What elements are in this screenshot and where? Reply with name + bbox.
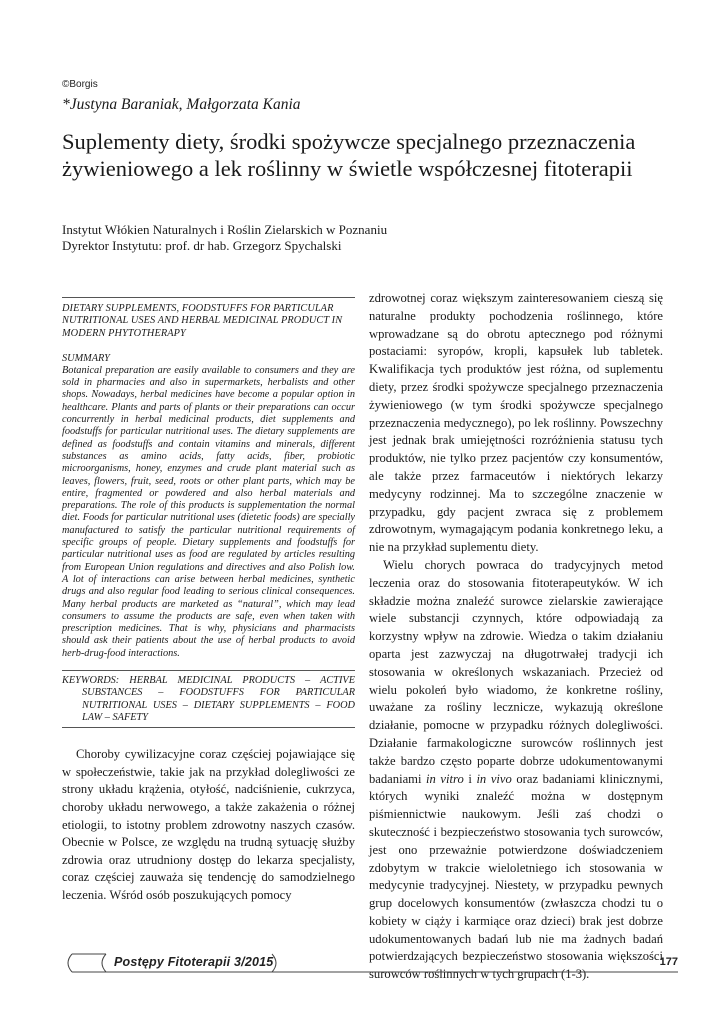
page-footer (62, 953, 682, 973)
abstract-top-rule (62, 297, 355, 298)
paragraph-part-b: oraz badaniami klinicznymi, których wyniki znaleźć można w dostępnym piśmiennictwie naukowym. Jeśli zaś chodzi o skuteczność i bezpieczeństwo stosowania tych surowców, jest ono przeważnie potwierdzone doświadczeniem zdobytym w trakcie wieloletniego ich stosowania w medycynie tradycyjnej. Niestety, w przypadku pewnych grup docelowych konsumentów (zwłaszcza chodzi tu o kobiety w ciąży i karmiące oraz dzieci) brak jest dobrze udokumentowanych badań lub nie ma żadnych badań potwierdzających bezpieczeństwo stosowania większości surowców roślinnych w tych grupach (1-3). (369, 771, 663, 982)
english-title: DIETARY SUPPLEMENTS, FOODSTUFFS FOR PARTICULAR NUTRITIONAL USES AND HERBAL MEDICINAL PRODUCT IN MODERN PHYTOTHERAPY (62, 303, 343, 339)
article-title: Suplementy diety, środki spożywcze specjalnego przeznaczenia żywieniowego a lek roślinny w świetle współczesnej fitoterapii (62, 129, 636, 181)
body-paragraph-intro: Choroby cywilizacyjne coraz częściej pojawiające się w społeczeństwie, takie jak na przykład dolegliwości ze strony układu krążenia, otyłość, nadciśnienie, cukrzyca, choroby układu nerwowego, a także zakażenia o różnej etiologii, to istotny problem zdrowotny naszych czasów. Obecnie w Polsce, ze względu na trudną sytuację służby zdrowia oraz utrudniony dostęp do lekarza specjalisty, coraz częściej zauważa się tendencję do samodzielnego leczenia. Wśród osób poszukujących pomocy (62, 747, 355, 902)
affiliation-director: Dyrektor Instytutu: prof. dr hab. Grzegorz Spychalski (62, 238, 342, 253)
body-paragraph-second (369, 557, 663, 984)
article-authors: *Justyna Baraniak, Małgorzata Kania (62, 96, 301, 113)
left-body-text (62, 746, 355, 904)
body-paragraph-continued: zdrowotnej coraz większym zainteresowaniem cieszą się naturalne produkty pochodzenia roślinnego, które wprowadzane są do obrotu aptecznego pod różnymi postaciami: syropów, kropli, kapsułek lub tabletek. Kwalifikacja tych produktów jest różna, od suplementu diety, przez środki spożywcze specjalnego przeznaczenia żywieniowego (w tym środki spożywcze specjalnego przeznaczenia medycznego), po lek roślinny. Powszechny jest jednak brak umiejętności rozróżnienia statusu tych produktów, nie tylko przez pacjentów czy konsumentów, ale także przez farmaceutów i niektórych lekarzy medycyny rodzinnej. Ma to szczególne znaczenie w przypadku, gdy pacjent zwraca się z problemem zdrowotnym, wymagającym podania konkretnego leku, a nie na przykład suplementu diety. (369, 291, 663, 555)
paragraph-part-a: Wielu chorych powraca do tradycyjnych metod leczenia oraz do stosowania fitoterapeutyków. W ich składzie można znaleźć surowce zielarskie zawierające wiele substancji czynnych, które odpowiadają za korzystny wpływ na zdrowie. Wiedza o takim działaniu oparta jest zazwyczaj na długotrwałej tradycji ich stosowania w określonych wskazaniach. Przecież od wielu pokoleń było wiadomo, że konkretne rośliny, uważane za rośliny lecznicze, wykazują określone działanie, pomocne w przypadku różnych dolegliwości. Działanie farmakologiczne surowców roślinnych jest także bardzo często poparte dobrze udokumentowanymi badaniami (369, 557, 663, 786)
summary-text: Botanical preparation are easily available to consumers and they are sold in pharmacies and also in supermarkets, herbalists and other shops. Nowadays, herbal medicines have become a popular option in healthcare. Plants and parts of plants or their preparations can occur concurrently in herbal medicinal products, diet supplements and foodstuffs for particular nutritional uses. The dietary supplements are defined as foodstuffs and contain vitamins and minerals, different substances as amino acids, fatty acids, fiber, probiotic microorganisms, honey, enzymes and crude plant material such as leaves, flowers, fruit, seed, roots or other plant parts, which may be entire, fragmented or powdered and also herbal materials and preparations. The role of this products is supplementation the normal diet. Foods for particular nutritional uses (dietetic foods) are specially manufactured to satisfy the particular nutritional requirements of specific groups of people. Dietary supplements and foodstuffs for particular nutritional uses as food are regulated by articles resulting from European Union regulations and directives and also Polish low. A lot of interactions can arise between herbal medicines, synthetic drugs and also regular food leading to serious clinical consequences. Many herbal products are marketed as “natural”, which may lead consumers to assume the products are safe, even when taken with prescription medicines. That is why, physicians and pharmacists should ask their patients about the use of herbal products to avoid herb-drug-food interactions. (62, 364, 355, 659)
copyright-notice: ©Borgis (62, 79, 98, 90)
affiliation-institute: Instytut Włókien Naturalnych i Roślin Zielarskich w Poznaniu (62, 222, 388, 237)
conjunction: i (463, 771, 477, 786)
keywords-box (62, 670, 355, 728)
journal-name: Postępy Fitoterapii 3/2015 (114, 955, 274, 969)
keywords-text: KEYWORDS: HERBAL MEDICINAL PRODUCTS – ACTIVE SUBSTANCES – FOODSTUFFS FOR PARTICULAR NUTRITIONAL USES – DIETARY SUPPLEMENTS – FOOD LAW – SAFETY (62, 675, 355, 723)
left-column (62, 297, 355, 905)
term-in-vitro: in vitro (426, 771, 464, 786)
affiliation (62, 222, 682, 254)
page-number: 177 (659, 956, 678, 968)
summary-label: SUMMARY (62, 352, 110, 364)
right-column (369, 290, 663, 984)
term-in-vivo: in vivo (476, 771, 512, 786)
